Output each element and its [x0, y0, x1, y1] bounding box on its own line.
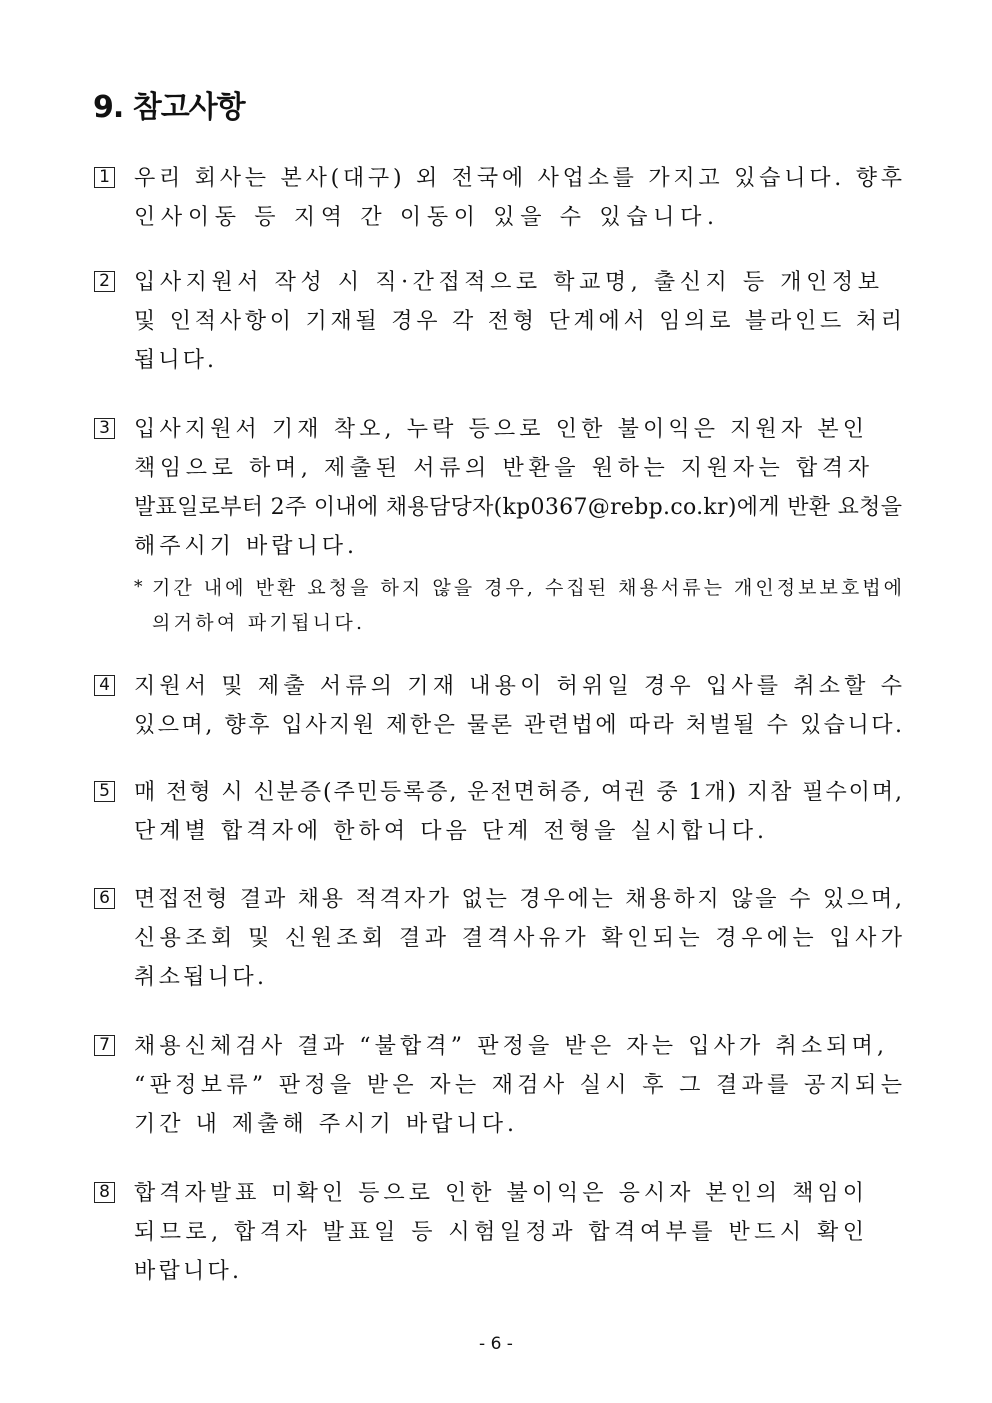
- item-line: 됩니다.: [134, 348, 218, 373]
- item-number-box: 5: [94, 781, 115, 802]
- item-line: 책임으로 하며, 제출된 서류의 반환을 원하는 지원자는 합격자: [134, 456, 874, 481]
- item-line: 및 인적사항이 기재될 경우 각 전형 단계에서 임의로 블라인드 처리: [134, 309, 906, 334]
- item-number-box: 8: [94, 1182, 115, 1203]
- item-line: 해주시기 바랍니다.: [134, 534, 358, 559]
- item-line: 기간 내 제출해 주시기 바랍니다.: [134, 1112, 519, 1137]
- item-line: 신용조회 및 신원조회 결과 결격사유가 확인되는 경우에는 입사가: [134, 926, 907, 951]
- page-number: - 6 -: [479, 1334, 513, 1354]
- item-line: 지원서 및 제출 서류의 기재 내용이 허위일 경우 입사를 취소할 수: [134, 674, 907, 699]
- item-line: 매 전형 시 신분증(주민등록증, 운전면허증, 여권 중 1개) 지참 필수이며,: [134, 780, 904, 805]
- item-number-box: 3: [94, 418, 115, 439]
- item-line: 합격자발표 미확인 등으로 인한 불이익은 응시자 본인의 책임이: [134, 1181, 869, 1206]
- item-line: 인사이동 등 지역 간 이동이 있을 수 있습니다.: [134, 205, 720, 230]
- note-asterisk: *: [134, 577, 143, 597]
- item-line: 있으며, 향후 입사지원 제한은 물론 관련법에 따라 처벌될 수 있습니다.: [134, 713, 905, 738]
- item-line: 발표일로부터 2주 이내에 채용담당자(kp0367@rebp.co.kr)에게 반환 요청을: [134, 495, 903, 520]
- item-number-box: 4: [94, 675, 115, 696]
- page-title: 9. 참고사항: [93, 90, 245, 125]
- item-line: 취소됩니다.: [134, 965, 268, 990]
- item-number-box: 6: [94, 888, 115, 909]
- item-number-box: 1: [94, 167, 115, 188]
- item-line: 입사지원서 작성 시 직·간접적으로 학교명, 출신지 등 개인정보: [134, 270, 884, 295]
- item-line: “판정보류” 판정을 받은 자는 재검사 실시 후 그 결과를 공지되는: [134, 1073, 907, 1098]
- note-line: 기간 내에 반환 요청을 하지 않을 경우, 수집된 채용서류는 개인정보보호법에: [152, 577, 906, 599]
- item-line: 단계별 합격자에 한하여 다음 단계 전형을 실시합니다.: [134, 819, 769, 844]
- item-line: 입사지원서 기재 착오, 누락 등으로 인한 불이익은 지원자 본인: [134, 417, 869, 442]
- item-line: 되므로, 합격자 발표일 등 시험일정과 합격여부를 반드시 확인: [134, 1220, 869, 1245]
- item-number-box: 7: [94, 1035, 115, 1056]
- item-line: 바랍니다.: [134, 1259, 243, 1284]
- item-number-box: 2: [94, 271, 115, 292]
- item-line: 우리 회사는 본사(대구) 외 전국에 사업소를 가지고 있습니다. 향후: [134, 166, 906, 191]
- item-line: 채용신체검사 결과 “불합격” 판정을 받은 자는 입사가 취소되며,: [134, 1034, 889, 1059]
- item-line: 면접전형 결과 채용 적격자가 없는 경우에는 채용하지 않을 수 있으며,: [134, 887, 905, 912]
- note-line: 의거하여 파기됩니다.: [152, 612, 366, 634]
